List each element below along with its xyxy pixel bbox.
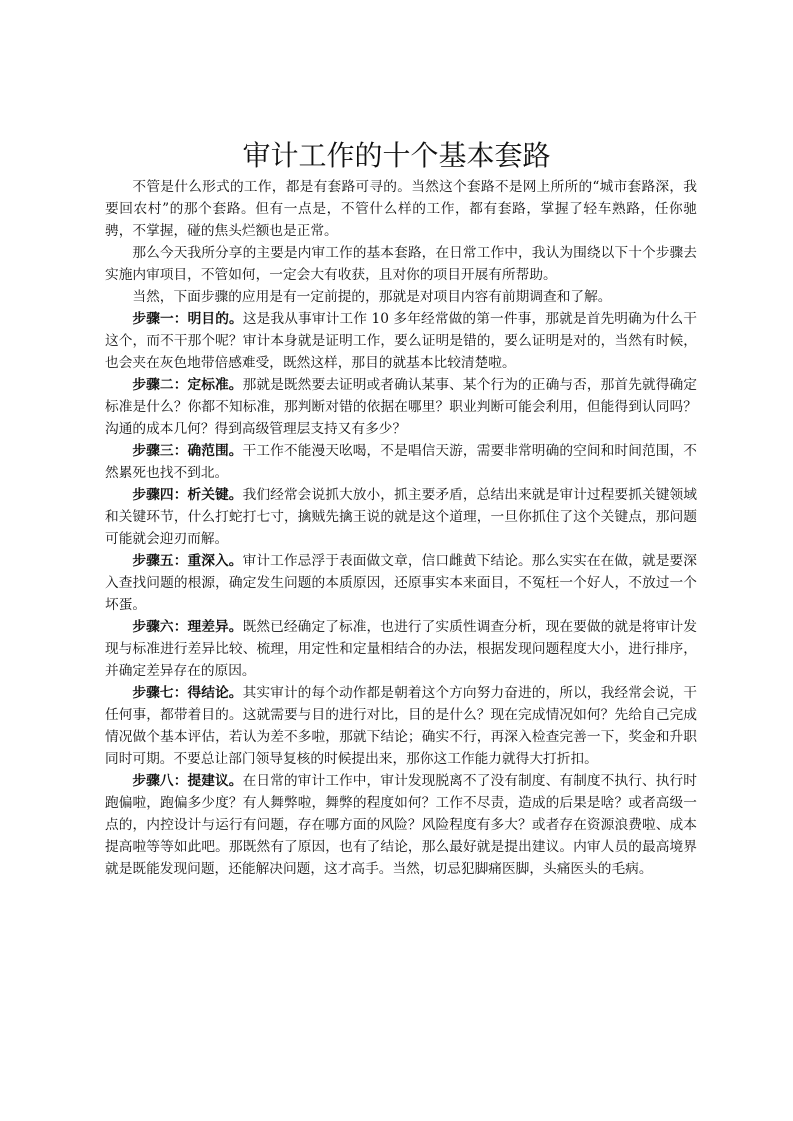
step-paragraph xyxy=(105,484,697,550)
step-heading: 步骤三：确范围。 xyxy=(132,443,243,459)
step-heading: 步骤四：析关键。 xyxy=(132,487,243,503)
step-paragraph xyxy=(105,374,697,440)
intro-paragraph: 当然，下面步骤的应用是有一定前提的，那就是对项目内容有前期调查和了解。 xyxy=(132,289,612,305)
step-text: 既然已经确定了标准，也进行了实质性调查分析，现在要做的就是将审计发现与标准进行差异比较、梳理，用定性和定量相结合的办法，根据发现问题程度大小，进行排序，并确定差异存在的原因。 xyxy=(105,619,697,679)
step-text: 那就是既然要去证明或者确认某事、某个行为的正确与否，那首先就得确定标准是什么？你都不知标准，那判断对错的依据在哪里？职业判断可能会利用，但能得到认同吗？沟通的成本几何？得到高级管理层支持又有多少？ xyxy=(105,377,697,437)
step-heading: 步骤七：得结论。 xyxy=(132,685,243,701)
step-text: 其实审计的每个动作都是朝着这个方向努力奋进的，所以，我经常会说，干任何事，都带着目的。这就需要与目的进行对比，目的是什么？现在完成情况如何？先给自己完成情况做个基本评估，若认为差不多啦，那就下结论；确实不行，再深入检查完善一下，奖金和升职同时可期。不要总让部门领导复核的时候提出来，那你这工作能力就得大打折扣。 xyxy=(105,685,697,767)
step-text: 在日常的审计工作中，审计发现脱离不了没有制度、有制度不执行、执行时跑偏啦，跑偏多少度？有人舞弊啦，舞弊的程度如何？工作不尽责，造成的后果是啥？或者高级一点的，内控设计与运行有问题，存在哪方面的风险？风险程度有多大？或者存在资源浪费啦、成本提高啦等等如此吧。那既然有了原因，也有了结论，那么最好就是提出建议。内审人员的最高境界就是既能发现问题，还能解决问题，这才高手。当然，切忌犯脚痛医脚，头痛医头的毛病。 xyxy=(105,773,697,877)
step-heading: 步骤五：重深入。 xyxy=(132,553,243,569)
step-paragraph xyxy=(105,616,697,682)
step-paragraph xyxy=(105,550,697,616)
step-text: 这是我从事审计工作 10 多年经常做的第一件事，那就是首先明确为什么干这个，而不干那个呢？审计本身就是证明工作，要么证明是错的，要么证明是对的，当然有时候，也会夹在灰色地带倍感难受，既然这样，那目的就基本比较清楚啦。 xyxy=(105,311,697,371)
step-paragraph xyxy=(105,308,697,374)
step-heading: 步骤二：定标准。 xyxy=(132,377,243,393)
step-text: 干工作不能漫天吆喝，不是唱信天游，需要非常明确的空间和时间范围，不然累死也找不到北。 xyxy=(105,443,697,481)
step-heading: 步骤六：理差异。 xyxy=(132,619,243,635)
step-paragraph xyxy=(105,770,697,880)
step-paragraph xyxy=(105,682,697,770)
document-title: 审计工作的十个基本套路 xyxy=(242,139,551,172)
intro-paragraph: 那么今天我所分享的主要是内审工作的基本套路，在日常工作中，我认为围绕以下十个步骤去实施内审项目，不管如何，一定会大有收获，且对你的项目开展有所帮助。 xyxy=(105,245,697,283)
step-text: 审计工作忌浮于表面做文章，信口雌黄下结论。那么实实在在做，就是要深入查找问题的根源，确定发生问题的本质原因，还原事实本来面目，不冤枉一个好人，不放过一个坏蛋。 xyxy=(105,553,697,613)
step-text: 我们经常会说抓大放小，抓主要矛盾，总结出来就是审计过程要抓关键领域和关键环节，什么打蛇打七寸，擒贼先擒王说的就是这个道理，一旦你抓住了这个关键点，那问题可能就会迎刃而解。 xyxy=(105,487,697,547)
step-heading: 步骤一：明目的。 xyxy=(132,311,243,327)
step-heading: 步骤八：提建议。 xyxy=(132,773,243,789)
document-body xyxy=(105,176,697,880)
intro-paragraph: 不管是什么形式的工作，都是有套路可寻的。当然这个套路不是网上所所的“城市套路深，我要回农村”的那个套路。但有一点是，不管什么样的工作，都有套路，掌握了轻车熟路，任你驰骋，不掌握，碰的焦头烂额也是正常。 xyxy=(105,179,697,239)
step-paragraph xyxy=(105,440,697,484)
